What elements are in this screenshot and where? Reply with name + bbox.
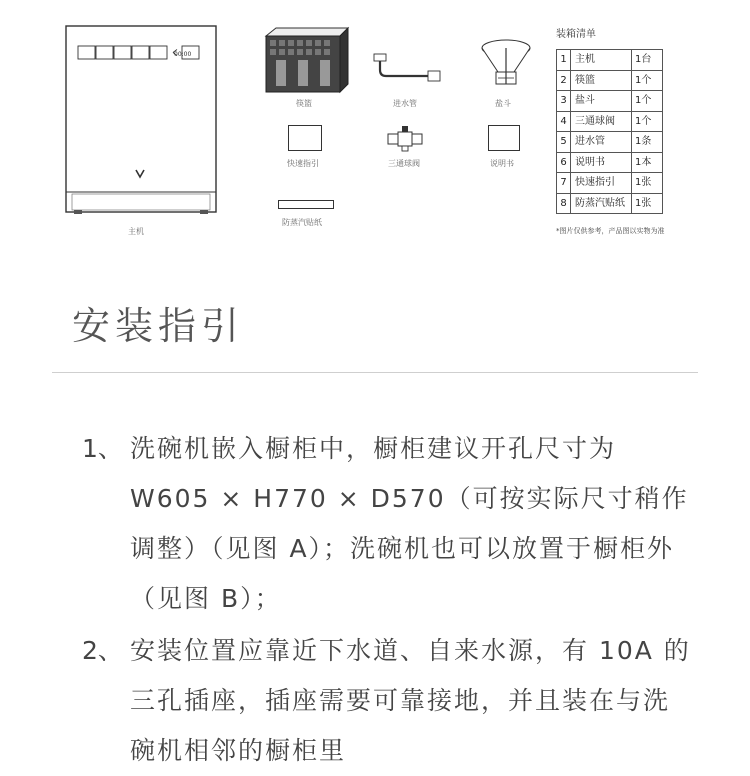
caption-quick-guide: 快速指引 (287, 159, 319, 168)
row-quantity: 1台 (632, 50, 663, 71)
row-quantity: 1张 (632, 173, 663, 194)
row-item-name: 主机 (571, 50, 632, 71)
row-number: 5 (557, 132, 571, 153)
table-row (557, 193, 663, 214)
packing-list-table (556, 49, 663, 214)
chopstick-basket-illustration (262, 26, 352, 94)
step-number: 1、 (82, 434, 123, 463)
install-step-1 (82, 424, 692, 624)
row-quantity: 1个 (632, 91, 663, 112)
salt-funnel-illustration (478, 38, 534, 90)
row-number: 2 (557, 70, 571, 91)
install-step-2 (82, 626, 692, 776)
row-quantity: 1个 (632, 111, 663, 132)
table-row (557, 132, 663, 153)
step-text: 安装位置应靠近下水道、自来水源，有 10A 的三孔插座，插座需要可靠接地，并且装在与洗碗机相邻的橱柜里 (130, 636, 691, 765)
row-number: 8 (557, 193, 571, 214)
inlet-hose-illustration (372, 52, 442, 84)
table-row (557, 152, 663, 173)
caption-manual: 说明书 (490, 159, 514, 168)
table-row (557, 173, 663, 194)
caption-three-way-valve: 三通球阀 (388, 159, 420, 168)
row-item-name: 快速指引 (571, 173, 632, 194)
step-text: 洗碗机嵌入橱柜中，橱柜建议开孔尺寸为W605 × H770 × D570（可按实际尺寸稍作调整）（见图 A）；洗碗机也可以放置于橱柜外（见图 B）； (130, 434, 689, 613)
table-row (557, 50, 663, 71)
display-readout: 00:00 (174, 51, 192, 58)
row-number: 7 (557, 173, 571, 194)
packing-list-title: 装箱清单 (556, 29, 596, 40)
row-number: 3 (557, 91, 571, 112)
manual-illustration (488, 125, 520, 151)
row-item-name: 防蒸汽贴纸 (571, 193, 632, 214)
row-item-name: 说明书 (571, 152, 632, 173)
row-number: 1 (557, 50, 571, 71)
section-title: 安装指引 (72, 304, 245, 348)
caption-anti-steam-sticker: 防蒸汽贴纸 (282, 218, 322, 227)
anti-steam-sticker-illustration (278, 200, 334, 209)
row-quantity: 1个 (632, 70, 663, 91)
table-row (557, 70, 663, 91)
row-quantity: 1本 (632, 152, 663, 173)
caption-salt-funnel: 盐斗 (495, 99, 511, 108)
main-unit-illustration (62, 24, 222, 220)
caption-chopstick-basket: 筷篮 (296, 99, 312, 108)
row-number: 4 (557, 111, 571, 132)
section-divider (52, 372, 698, 373)
table-row (557, 91, 663, 112)
row-item-name: 三通球阀 (571, 111, 632, 132)
row-item-name: 筷篮 (571, 70, 632, 91)
row-item-name: 盐斗 (571, 91, 632, 112)
step-number: 2、 (82, 636, 123, 665)
table-row (557, 111, 663, 132)
row-quantity: 1条 (632, 132, 663, 153)
quick-guide-illustration (288, 125, 322, 151)
caption-main-unit: 主机 (128, 227, 144, 236)
packing-list-note: *图片仅供参考，产品图以实物为准 (556, 227, 665, 235)
three-way-valve-illustration (386, 124, 426, 152)
row-quantity: 1张 (632, 193, 663, 214)
caption-inlet-hose: 进水管 (393, 99, 417, 108)
row-item-name: 进水管 (571, 132, 632, 153)
row-number: 6 (557, 152, 571, 173)
